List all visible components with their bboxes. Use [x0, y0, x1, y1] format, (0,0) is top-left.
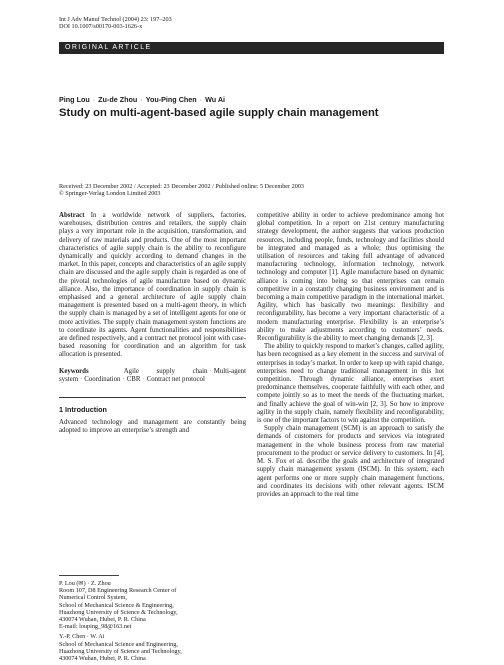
affiliation-line: Huazhong University of Science and Technology, — [59, 647, 182, 655]
keyword-separator: · — [142, 375, 145, 383]
right-column — [257, 212, 444, 499]
author-name: Wu Ai — [205, 95, 226, 104]
copyright: © Springer-Verlag London Limited 2003 — [59, 190, 161, 198]
keyword-separator: · — [209, 367, 212, 375]
left-column — [59, 212, 246, 436]
article-title: Study on multi-agent-based agile supply chain management — [59, 107, 379, 119]
section-divider — [59, 397, 246, 398]
keywords — [59, 368, 246, 384]
body-paragraph: competitive ability in order to achieve predominance among hot global competition. In a report on 21st century manufacturing strategy development, the author suggests that various production resources, including people, funds, technology and facilities should be integrated and managed as a whole; thus optimising the utilisation of resources and taking full advantage of advanced manufacturing technology, information technology, network technology and computer [1]. Agile manufacture based on dynamic alliance is coming into being so that enterprises can remain competitive in a constantly changing business environment and is becoming a main competitive paradigm in the international market. Agility, which has basically two meanings: flexibility and reconfigurability, has become a very important characteristic of a modern manufacturing enterprise. Flexibility is an enterprise’s ability to make adjustments according to customers’ needs. Reconfigurability is the ability to meet changing demands [2, 3]. — [257, 212, 444, 343]
affiliation-line: Numerical Control System, — [59, 594, 127, 602]
affiliation-line: School of Mechanical Science & Engineering, — [59, 601, 174, 609]
doi: DOI 10.1007/s00170-003-1626-x — [59, 23, 143, 31]
footnote-rule — [59, 575, 119, 576]
journal-reference — [59, 16, 172, 31]
affiliation-names: Y.-P. Chen · W. Ai — [59, 633, 105, 641]
journal-citation: Int J Adv Manuf Technol (2004) 23: 197–203 — [59, 16, 172, 23]
contact-email: E-mail: louping_98@163.net — [59, 623, 132, 631]
author-affiliations — [59, 575, 249, 662]
keyword: Agile supply chain — [123, 367, 208, 375]
affiliation-line: Room 107, D8 Engineering Research Center of — [59, 587, 177, 595]
keyword: Multi-agent system — [59, 367, 246, 383]
author-name: Zu-de Zhou — [98, 95, 138, 104]
article-type-banner: ORIGINAL ARTICLE — [59, 42, 444, 54]
keyword-separator: · — [122, 375, 125, 383]
keyword: Contract net protocol — [146, 375, 205, 383]
affiliation-line: Huazhong University of Science & Technology, — [59, 608, 178, 616]
abstract-text: In a worldwide network of suppliers, factories, warehouses, distribution centres and retailers, the supply chain plays a very important role in the acquisition, transformation, and delivery of raw materials and products. One of the most important characteristics of agile supply chain is the ability to reconfigure dynamically and quickly according to demand changes in the market. In this paper, concepts and characteristics of an agile supply chain are discussed and the agile supply chain is regarded as one of the pivotal technologies of agile manufacture based on dynamic alliance. Also, the importance of coordination in supply chain is emphasised and a general architecture of agile supply chain management is presented based on a multi-agent theory, in which the supply chain is managed by a set of intelligent agents for one or more activities. The supply chain management system functions are to coordinate its agents. Agent functionalities and responsibilities are defined respectively, and a contract net protocol joint with case-based reasoning for coordination and an algorithm for task allocation is presented. — [59, 212, 246, 359]
affiliation-line: School of Mechanical Science and Engineering, — [59, 640, 178, 648]
author-separator: · — [140, 95, 143, 104]
body-paragraph: The ability to quickly respond to market’s changes, called agility, has been recognised as a key element in the success and survival of enterprises in today’s market. In order to keep up with rapid change, enterprises need to change traditional management in this hot competition. Through dynamic alliance, enterprises exert predominance themselves, cooperate faithfully with each other, and compete jointly so as to meet the needs of the fluctuating market, and finally achieve the goal of win-win [2, 3]. So how to improve agility in the supply chain, namely flexibility and reconfigurability, is one of the important factors to win against the competition. — [257, 343, 444, 425]
author-name: Ping Lou — [59, 95, 90, 104]
keyword-separator: · — [80, 375, 83, 383]
body-paragraph: Supply chain management (SCM) is an approach to satisfy the demands of customers for products and services via integrated management in the whole business process from raw material procurement to the product or service delivery to customers. In [4], M. S. Fox et al. describe the goals and architecture of integrated supply chain management system (ISCM). In this system, each agent performs one or more supply chain management functions, and coordinates its decisions with other relevant agents. ISCM provides an approach to the real time — [257, 425, 444, 498]
author-list — [59, 95, 225, 104]
abstract — [59, 212, 246, 360]
history-dates: Received: 23 December 2002 / Accepted: 23 December 2002 / Published online: 5 December 2003 — [59, 183, 305, 190]
introduction-paragraph: Advanced technology and management are constantly being adopted to improve an enterprise’s strength and — [59, 419, 246, 435]
affiliation-line: 430074 Wuhan, Hubei, P. R. China — [59, 616, 146, 624]
abstract-label: Abstract — [59, 212, 85, 219]
section-heading: 1 Introduction — [59, 405, 107, 415]
publication-dates — [59, 183, 304, 198]
keyword: Coordination — [84, 375, 121, 383]
affiliation-line: 430074 Wuhan, Hubei, P. R. China — [59, 655, 146, 663]
keywords-label: Keywords — [59, 367, 89, 375]
author-separator: · — [199, 95, 203, 104]
author-name: You-Ping Chen — [145, 95, 197, 104]
author-separator: · — [92, 95, 96, 104]
keyword: CBR — [126, 375, 141, 383]
affiliation-names: P. Lou (✉) · Z. Zhou — [59, 580, 111, 587]
